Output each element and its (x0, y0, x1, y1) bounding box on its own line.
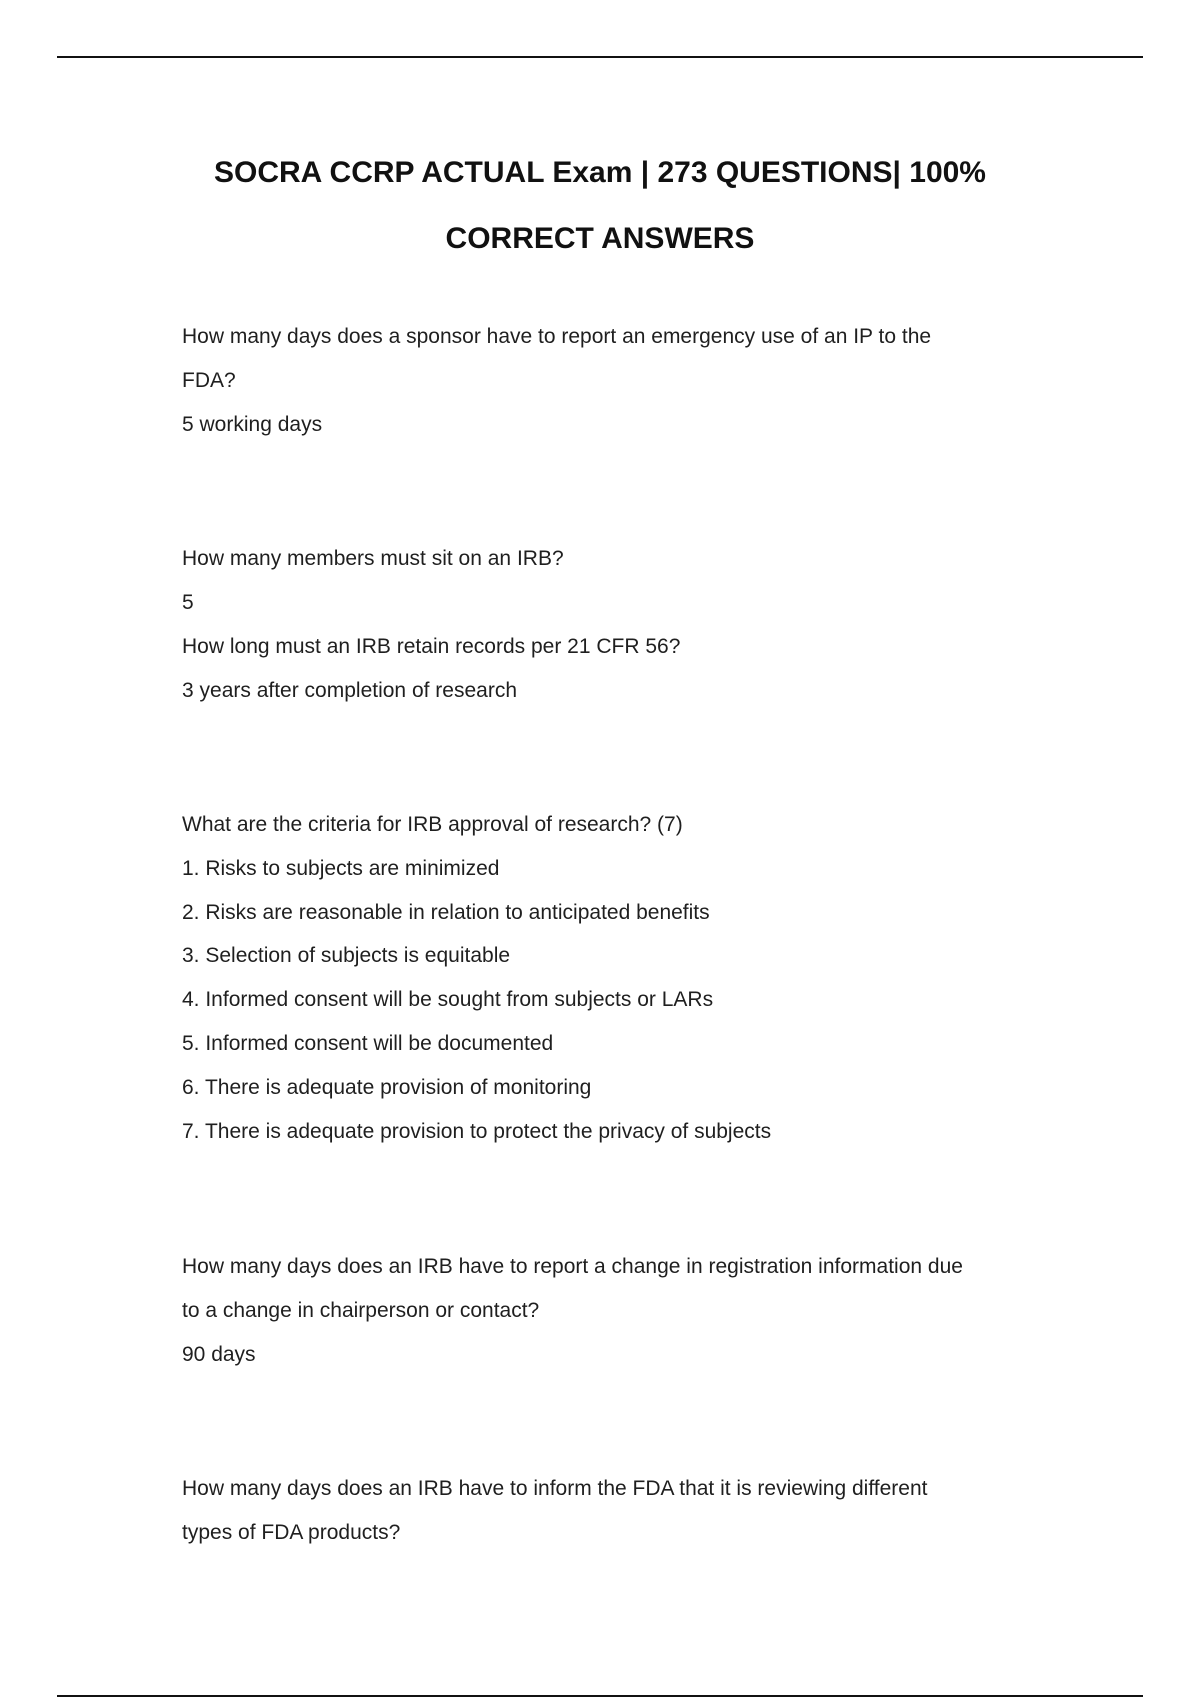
answer-line: 6. There is adequate provision of monitoring (182, 1076, 592, 1099)
question-line: How many days does a sponsor have to report an emergency use of an IP to the (182, 325, 932, 348)
question-line: How many days does an IRB have to report a change in registration information due (182, 1255, 963, 1278)
answer-line: 3. Selection of subjects is equitable (182, 944, 511, 967)
answer-line: 2. Risks are reasonable in relation to anticipated benefits (182, 901, 710, 924)
answer-line: 3 years after completion of research (182, 679, 517, 702)
answer-line: 90 days (182, 1343, 256, 1366)
question-line: types of FDA products? (182, 1521, 401, 1544)
question-line: to a change in chairperson or contact? (182, 1299, 540, 1322)
question-line: What are the criteria for IRB approval of research? (7) (182, 813, 683, 836)
answer-line: 5 (182, 591, 194, 614)
answer-line: 5. Informed consent will be documented (182, 1032, 554, 1055)
question-line: How many members must sit on an IRB? (182, 547, 564, 570)
answer-line: 4. Informed consent will be sought from subjects or LARs (182, 988, 714, 1011)
header-rule (57, 56, 1143, 58)
answer-line: 7. There is adequate provision to protect the privacy of subjects (182, 1120, 772, 1143)
page-title (160, 140, 1040, 272)
title-line-1: SOCRA CCRP ACTUAL Exam | 273 QUESTIONS| 100% (213, 156, 986, 189)
answer-line: 5 working days (182, 413, 323, 436)
question-line: How many days does an IRB have to inform the FDA that it is reviewing different (182, 1477, 928, 1500)
question-line: How long must an IRB retain records per 21 CFR 56? (182, 635, 681, 658)
title-line-2: CORRECT ANSWERS (445, 222, 755, 255)
question-line: FDA? (182, 369, 236, 392)
answer-line: 1. Risks to subjects are minimized (182, 857, 500, 880)
footer-rule (57, 1695, 1143, 1697)
